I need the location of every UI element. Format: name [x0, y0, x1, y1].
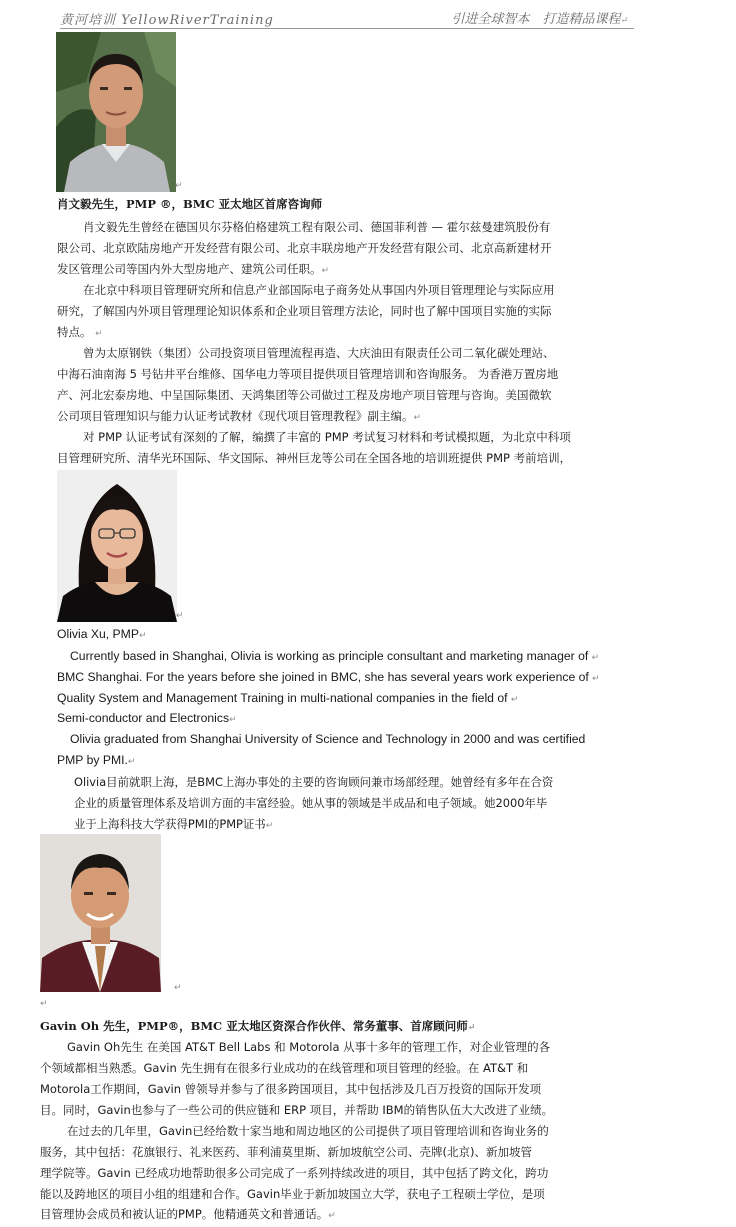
paragraph-mark-icon: ↵ [176, 611, 184, 621]
xiao-bio-line-3 [57, 259, 329, 282]
text-line: 对 PMP 认证考试有深刻的了解，编撰了丰富的 PMP 考试复习材料和考试模拟题，为北京中科项 [83, 430, 571, 444]
portrait-photo-olivia [57, 470, 177, 622]
text-line: 特点。 [57, 325, 92, 339]
text-line: 在过去的几年里，Gavin已经给数十家当地和周边地区的公司提供了项目管理培训和咨询业务的 [67, 1124, 549, 1138]
paragraph-mark-icon: ↵ [174, 983, 182, 993]
profile-name-gavin [40, 1016, 475, 1039]
paragraph-mark-icon: ↵ [138, 630, 147, 640]
gavin-bio-line-5 [67, 1121, 549, 1142]
text-line: 目管理协会成员和被认证的PMP。他精通英文和普通话。 [40, 1207, 329, 1221]
profile-name-xiao [57, 194, 322, 215]
paragraph-mark-icon: ↵ [95, 329, 103, 339]
text-line: 研究，了解国内外项目管理理论知识体系和企业项目管理方法论，同时也了解中国项目实施的实际 [57, 304, 552, 318]
olivia-bio-line-6 [57, 750, 135, 772]
xiao-bio-line-9 [57, 385, 552, 406]
gavin-bio-line-7 [40, 1163, 548, 1184]
text-line: 曾为太原钢铁（集团）公司投资项目管理流程再造、大庆油田有限责任公司二氧化碳处理站、 [83, 346, 555, 360]
text-line: 理学院等。Gavin 已经成功地帮助很多公司完成了一系列持续改进的项目，其中包括了跨文化，跨功 [40, 1166, 549, 1180]
paragraph-mark-icon: ↵ [265, 821, 274, 831]
text-line: 肖文毅先生曾经在德国贝尔芬格伯格建筑工程有限公司、德国菲利普 — 霍尔兹曼建筑股份有 [83, 220, 551, 234]
olivia-bio-line-1 [70, 646, 599, 668]
xiao-bio-line-1 [83, 217, 550, 238]
text-line: Olivia graduated from Shanghai University of Science and Technology in 2000 and was certified [70, 732, 586, 746]
xiao-bio-line-12 [57, 448, 571, 469]
gavin-bio-line-9 [40, 1204, 336, 1227]
xiao-bio-line-8 [57, 364, 558, 385]
gavin-bio-line-8 [40, 1184, 545, 1205]
text-line: 企业的质量管理体系及培训方面的丰富经验。她从事的领域是半成品和电子领域。她2000年毕 [74, 796, 548, 810]
paragraph-mark-icon: ↵ [413, 413, 422, 423]
gavin-bio-line-1 [67, 1037, 550, 1058]
olivia-bio-line-4 [57, 708, 237, 730]
text-line: 中海石油南海 5 号钻井平台维修、国华电力等项目提供项目管理培训和咨询服务。 为香港万置房地 [57, 367, 559, 381]
header-right-label: 引进全球智本 打造精品课程 [451, 12, 621, 27]
text-line: Motorola工作期间，Gavin 曾领导并参与了很多跨国项目，其中包括涉及几百万投资的国际开发项 [40, 1082, 542, 1096]
text-line: Semi-conductor and Electronics [57, 711, 230, 725]
profile-name-xiao-text: 肖文毅先生，PMP ®，BMC 亚太地区首席咨询师 [57, 197, 323, 211]
text-line: 个领域都相当熟悉。Gavin 先生拥有在很多行业成功的在线管理和项目管理的经验。在 AT&T 和 [40, 1061, 529, 1075]
text-line: 能以及跨地区的项目小组的组建和合作。Gavin毕业于新加坡国立大学，获电子工程硕士学位，是项 [40, 1187, 545, 1201]
paragraph-mark-icon: ↵ [40, 999, 48, 1009]
text-line: Quality System and Management Training in multi-national companies in the field of [57, 691, 508, 705]
text-line: Olivia目前就职上海，是BMC上海办事处的主要的咨询顾问兼市场部经理。她曾经有多年在合资 [74, 775, 554, 789]
xiao-bio-line-7 [83, 343, 555, 364]
olivia-bio-line-7 [74, 772, 553, 793]
xiao-bio-line-6 [57, 322, 103, 345]
paragraph-mark-icon: ↵ [127, 756, 136, 766]
paragraph-mark-icon: ↵ [229, 714, 237, 724]
gavin-bio-line-2 [40, 1058, 528, 1079]
portrait-photo-xiao [56, 32, 176, 192]
paragraph-mark-icon: ↵ [592, 673, 600, 683]
paragraph-mark-icon: ↵ [467, 1023, 476, 1033]
text-line: 目管理研究所、清华光环国际、华文国际、神州巨龙等公司在全国各地的培训班提供 PMP 考前培训， [57, 451, 572, 465]
olivia-bio-line-8 [74, 793, 547, 814]
text-line: 发区管理公司等国内外大型房地产、建筑公司任职。 [57, 262, 322, 276]
text-line: PMP by PMI. [57, 753, 128, 767]
text-line: 公司项目管理知识与能力认证考试教材《现代项目管理教程》副主编。 [57, 409, 414, 423]
xiao-bio-line-4 [83, 280, 555, 301]
xiao-bio-line-10 [57, 406, 421, 429]
text-line: Currently based in Shanghai, Olivia is working as principle consultant and marketing manager of [70, 649, 589, 663]
profile-name-gavin-text: Gavin Oh 先生，PMP®，BMC 亚太地区资深合作伙伴、常务董事、首席顾问师 [40, 1019, 468, 1033]
olivia-bio-line-5 [70, 729, 585, 750]
paragraph-mark-icon: ↵ [510, 694, 519, 704]
olivia-bio-line-2 [57, 667, 600, 689]
paragraph-mark-icon: ↵ [321, 266, 330, 276]
gavin-bio-line-4 [40, 1100, 553, 1121]
header-left-text: 黄河培训 YellowRiverTraining [60, 13, 274, 28]
text-line: 产、河北宏泰房地、中呈国际集团、天鸿集团等公司做过工程及房地产项目管理与咨询。美国微软 [57, 388, 552, 402]
paragraph-mark-icon: ↵ [328, 1211, 336, 1221]
profile-name-olivia [57, 624, 147, 646]
header-right-text [451, 8, 628, 27]
paragraph-mark-icon: ↵ [620, 16, 628, 26]
profile-name-olivia-text: Olivia Xu, PMP [57, 627, 139, 641]
gavin-bio-line-3 [40, 1079, 541, 1100]
text-line: BMC Shanghai. For the years before she joined in BMC, she has several years work experience of [57, 670, 589, 684]
text-line: 服务，其中包括：花旗银行、礼来医药、菲利浦莫里斯、新加坡航空公司、壳牌(北京)、新加坡管 [40, 1145, 532, 1159]
xiao-bio-line-11 [83, 427, 571, 448]
olivia-bio-line-3 [57, 688, 518, 710]
gavin-bio-line-6 [40, 1142, 532, 1163]
text-line: 目。同时，Gavin也参与了一些公司的供应链和 ERP 项目，并帮助 IBM的销售队伍大大改进了业绩。 [40, 1103, 554, 1117]
paragraph-mark-icon: ↵ [175, 181, 183, 191]
text-line: 在北京中科项目管理研究所和信息产业部国际电子商务处从事国内外项目管理理论与实际应用 [83, 283, 555, 297]
xiao-bio-line-5 [57, 301, 552, 322]
text-line: Gavin Oh先生 在美国 AT&T Bell Labs 和 Motorola 从事十多年的管理工作，对企业管理的各 [67, 1040, 551, 1054]
text-line: 业于上海科技大学获得PMI的PMP证书 [74, 817, 266, 831]
xiao-bio-line-2 [57, 238, 552, 259]
text-line: 限公司、北京欧陆房地产开发经营有限公司、北京丰联房地产开发经营有限公司、北京高新建材开 [57, 241, 552, 255]
page-header [60, 4, 634, 29]
portrait-photo-gavin [40, 834, 161, 992]
paragraph-mark-icon: ↵ [591, 652, 600, 662]
